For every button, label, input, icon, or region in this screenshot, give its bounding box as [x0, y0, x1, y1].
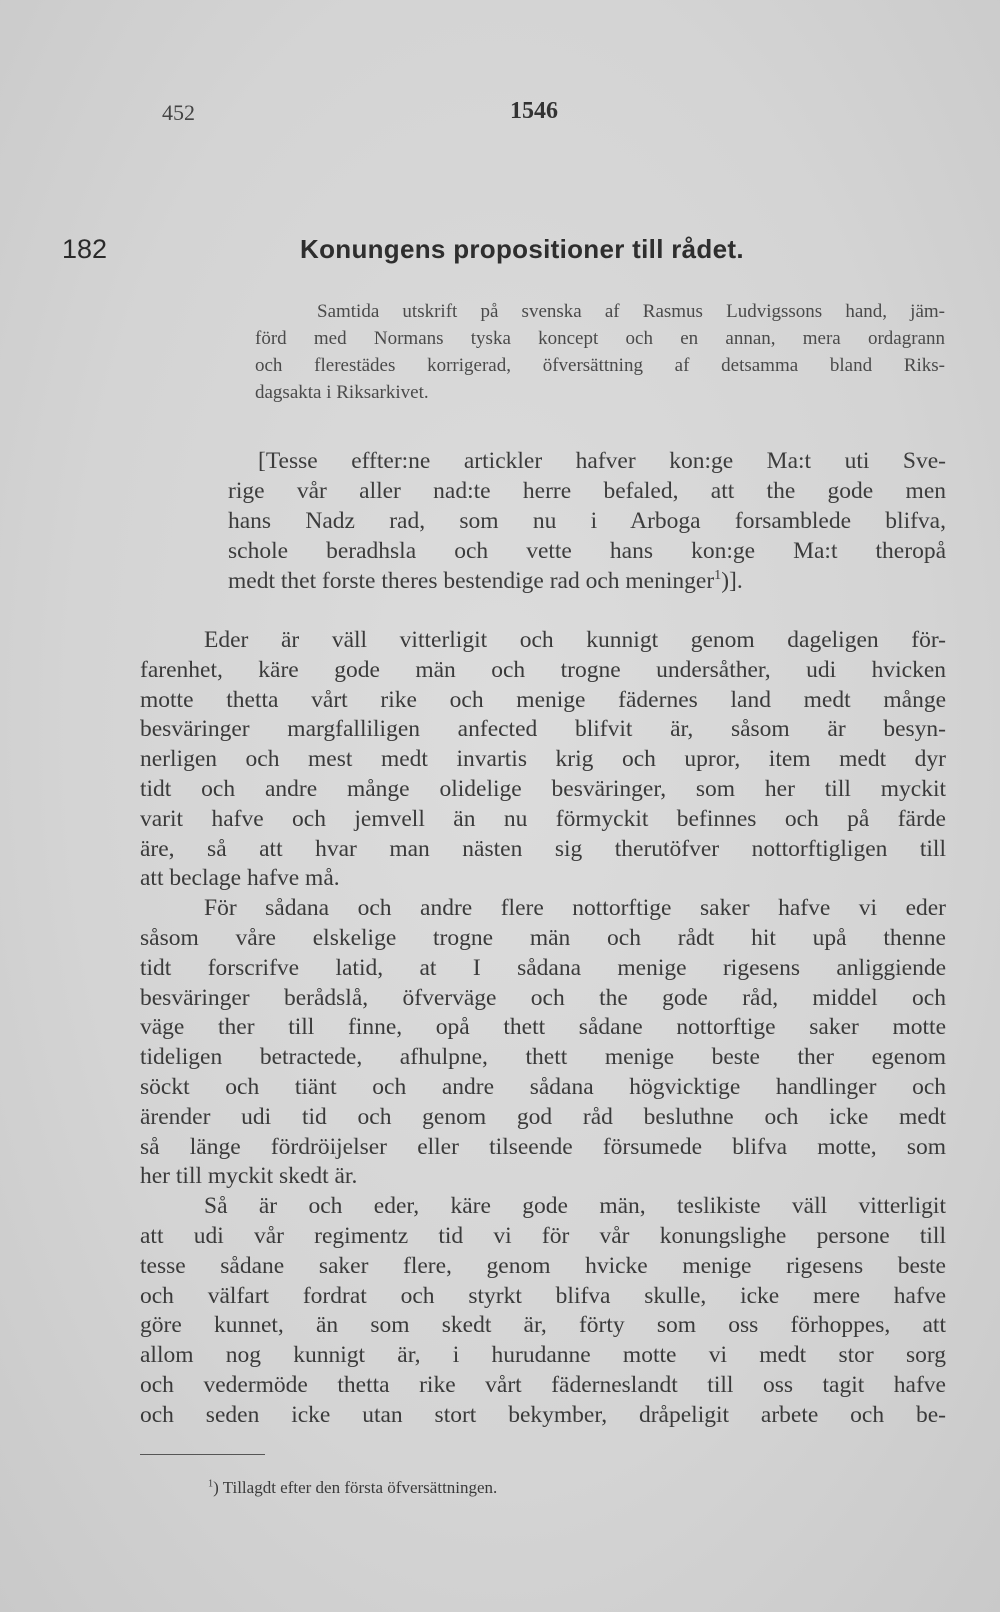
body-line: tesse sådane saker flere, genom hvicke menige rigesens beste: [140, 1252, 946, 1279]
body-line: Så är och eder, käre gode män, teslikiste väll vitterligit: [204, 1193, 946, 1220]
body-line: her till myckit skedt är.: [140, 1163, 358, 1190]
preamble-last-line: [228, 566, 946, 596]
body-line: att udi vår regimentz tid vi för vår konungslighe persone till: [140, 1222, 946, 1249]
paragraph-3: [140, 1192, 946, 1430]
source-note-line: förd med Normans tyska koncept och en annan, mera ordagrann: [255, 328, 945, 349]
body-line: besväringer margfalliligen anfected blifvit är, såsom är besyn-: [140, 716, 946, 743]
preamble-line: schole beradhsla och vette hans kon:ge Ma:t theropå: [228, 538, 946, 564]
body-line: väge ther till finne, opå thett sådane nottorftige saker motte: [140, 1014, 946, 1041]
bracketed-preamble: [228, 446, 946, 596]
body-line: söckt och tiänt och andre sådana högvicktige handlinger och: [140, 1073, 946, 1100]
preamble-line: hans Nadz rad, som nu i Arboga forsamblede blifva,: [228, 508, 946, 534]
body-line: ärender udi tid och genom god råd besluthne och icke medt: [140, 1103, 946, 1130]
body-line: varit hafve och jemvell än nu förmyckit befinnes och på färde: [140, 805, 946, 832]
body-line: nerligen och mest medt invartis krig och upror, item medt dyr: [140, 746, 946, 773]
body-line: att beclage hafve må.: [140, 865, 340, 892]
body-line: tideligen betractede, afhulpne, thett menige beste ther egenom: [140, 1044, 946, 1071]
page-number: 452: [162, 100, 195, 125]
document-title: Konungens propositioner till rådet.: [300, 234, 744, 264]
body-line: och seden icke utan stort bekymber, dråpeligit arbete och be-: [140, 1401, 946, 1428]
body-line: För sådana och andre flere nottorftige saker hafve vi eder: [204, 895, 946, 922]
running-head-year: 1546: [510, 98, 558, 124]
body-line: så länge fördröijelser eller tilseende försumede blifva motte, som: [140, 1133, 946, 1160]
body-line: göre kunnet, än som skedt är, förty som oss förhoppes, att: [140, 1312, 946, 1339]
footnote-rule: [140, 1454, 265, 1455]
source-note-line: Samtida utskrift på svenska af Rasmus Ludvigssons hand, jäm-: [317, 301, 945, 322]
source-note-line: och flerestädes korrigerad, öfversättning af detsamma bland Riks-: [255, 355, 945, 376]
footnote: [208, 1478, 497, 1498]
body-line: tidt forscrifve latid, at I sådana menige rigesens anliggiende: [140, 954, 946, 981]
preamble-line: rige vår aller nad:te herre befaled, att the gode men: [228, 478, 946, 504]
body-line: äre, så att hvar man nästen sig therutöfver nottorftigligen till: [140, 835, 946, 862]
preamble-closing: )].: [721, 568, 743, 594]
paragraph-2: [140, 894, 946, 1192]
preamble-line-text: medt thet forste theres bestendige rad och meninger: [228, 568, 715, 594]
body-line: motte thetta vårt rike och menige fädernes land medt månge: [140, 686, 946, 713]
footnote-mark: 1: [208, 1478, 214, 1490]
body-line: allom nog kunnigt är, i hurudanne motte vi medt stor sorg: [140, 1342, 946, 1369]
footnote-text: ) Tillagdt efter den första öfversättningen.: [213, 1478, 498, 1497]
body-line: Eder är väll vitterligit och kunnigt genom dageligen för-: [204, 627, 946, 653]
body-line: farenhet, käre gode män och trogne undersåther, udi hvicken: [140, 656, 946, 683]
body-text: [140, 626, 946, 1431]
body-line: såsom våre elskelige trogne män och rådt hit upå thenne: [140, 924, 946, 951]
footnote-reference: 1: [714, 567, 722, 584]
document-number: 182: [62, 234, 108, 264]
body-line: tidt och andre månge olidelige besväringer, som her till myckit: [140, 775, 946, 802]
source-note-line: dagsakta i Riksarkivet.: [255, 382, 429, 403]
body-line: och vedermöde thetta rike vårt fäderneslandt till oss tagit hafve: [140, 1371, 946, 1398]
preamble-line: [Tesse effter:ne artickler hafver kon:ge Ma:t uti Sve-: [258, 448, 946, 474]
source-note: [255, 298, 945, 406]
paragraph-1: [140, 626, 946, 894]
body-line: besväringer berådslå, öfverväge och the gode råd, middel och: [140, 984, 946, 1011]
body-line: och välfart fordrat och styrkt blifva skulle, icke mere hafve: [140, 1282, 946, 1309]
